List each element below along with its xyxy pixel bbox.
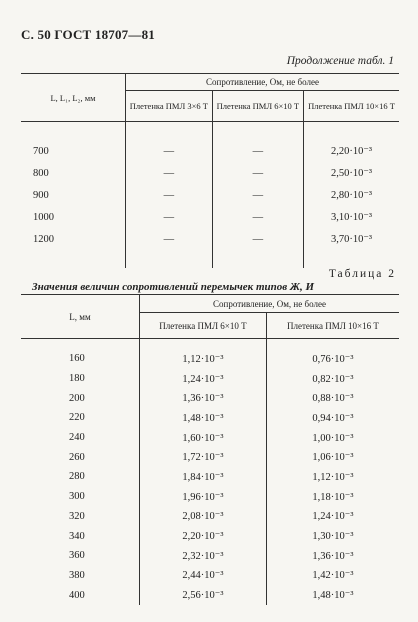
table2-cell: 0,88·10⁻³ [266, 388, 399, 408]
table2-cell: 2,56·10⁻³ [140, 585, 267, 605]
table1-cell: 2,80·10⁻³ [304, 184, 399, 206]
table2-cell: 1,36·10⁻³ [140, 388, 267, 408]
table2-cell-l: 380 [69, 569, 85, 581]
table2-cell-l: 300 [69, 491, 85, 503]
table1-col-header: Плетенка ПМЛ 3×6 Т [126, 91, 213, 122]
table2-cell: 1,96·10⁻³ [140, 487, 267, 507]
table2-cell-l: 240 [69, 432, 85, 444]
table-row [21, 447, 399, 467]
table1-cell: — [212, 140, 303, 162]
table1-cell-l: 1000 [33, 211, 54, 223]
table-row [21, 408, 399, 428]
page-header: С. 50 ГОСТ 18707—81 [21, 27, 155, 42]
table2-cell-l: 200 [69, 392, 85, 404]
table1-cell: 3,70·10⁻³ [304, 228, 399, 250]
table2-cell: 1,12·10⁻³ [266, 467, 399, 487]
table2-cell-l: 280 [69, 471, 85, 483]
table2-cell: 1,00·10⁻³ [266, 428, 399, 448]
table2-cell: 1,12·10⁻³ [140, 349, 267, 369]
table1-cell: — [212, 206, 303, 228]
table1-cell: — [212, 184, 303, 206]
table2-cell-l: 180 [69, 373, 85, 385]
table1-cell: — [126, 228, 213, 250]
table2-label: Таблица 2 [328, 268, 396, 280]
table2-cell: 1,72·10⁻³ [140, 447, 267, 467]
table-row [21, 585, 399, 605]
table2-cell: 1,42·10⁻³ [266, 566, 399, 586]
table2-group-header: Сопротивление, Ом, не более [140, 295, 400, 313]
table2-cell: 1,06·10⁻³ [266, 447, 399, 467]
table2-caption: Значения величин сопротивлений перемычек типов Ж, И [32, 281, 315, 293]
table1-cell-l: 900 [33, 189, 49, 201]
table1-cell: — [126, 162, 213, 184]
table1-cell: — [126, 184, 213, 206]
table-row [21, 467, 399, 487]
table-row [21, 349, 399, 369]
table1-col-header: Плетенка ПМЛ 10×16 Т [304, 91, 399, 122]
continuation-label: Продолжение табл. 1 [286, 55, 394, 67]
table2-cell-l: 260 [69, 451, 85, 463]
table2-cell: 1,36·10⁻³ [266, 546, 399, 566]
table2-cell: 1,60·10⁻³ [140, 428, 267, 448]
table2-cell: 1,18·10⁻³ [266, 487, 399, 507]
table-row [21, 526, 399, 546]
table-row [21, 228, 399, 250]
table-2 [21, 294, 399, 605]
table-row [21, 566, 399, 586]
table-row [21, 206, 399, 228]
table1-cell: — [212, 228, 303, 250]
table2-cell: 0,82·10⁻³ [266, 369, 399, 389]
table-1 [21, 73, 399, 268]
table2-cell-l: 400 [69, 589, 85, 601]
table1-cell: 2,50·10⁻³ [304, 162, 399, 184]
table-row [21, 428, 399, 448]
table1-cell-l: 1200 [33, 233, 54, 245]
table1-col-header: Плетенка ПМЛ 6×10 Т [212, 91, 303, 122]
table2-cell-l: 340 [69, 530, 85, 542]
table2-cell: 1,48·10⁻³ [140, 408, 267, 428]
table-row [21, 388, 399, 408]
table1-cell: — [212, 162, 303, 184]
table1-group-header: Сопротивление, Ом, не более [126, 74, 400, 91]
table1-cell: 3,10·10⁻³ [304, 206, 399, 228]
table2-cell: 1,24·10⁻³ [266, 507, 399, 527]
table-row [21, 487, 399, 507]
table-row [21, 162, 399, 184]
table2-col-header: Плетенка ПМЛ 10×16 Т [266, 313, 399, 339]
table-row [21, 369, 399, 389]
table2-cell-l: 160 [69, 353, 85, 365]
table2-cell: 2,08·10⁻³ [140, 507, 267, 527]
table-row [21, 140, 399, 162]
table2-cell-l: 220 [69, 412, 85, 424]
table2-cell-l: 320 [69, 510, 85, 522]
table1-cell-l: 700 [33, 145, 49, 157]
table-row [21, 184, 399, 206]
table2-cell: 1,84·10⁻³ [140, 467, 267, 487]
table1-cell: 2,20·10⁻³ [304, 140, 399, 162]
table2-cell: 1,30·10⁻³ [266, 526, 399, 546]
table2-cell-l: 360 [69, 550, 85, 562]
table2-cell: 0,76·10⁻³ [266, 349, 399, 369]
table1-cell: — [126, 140, 213, 162]
table1-cell: — [126, 206, 213, 228]
table2-col-header: Плетенка ПМЛ 6×10 Т [140, 313, 267, 339]
table2-cell: 1,48·10⁻³ [266, 585, 399, 605]
table2-cell: 2,20·10⁻³ [140, 526, 267, 546]
table2-cell: 2,44·10⁻³ [140, 566, 267, 586]
table2-cell: 1,24·10⁻³ [140, 369, 267, 389]
table-row [21, 507, 399, 527]
table2-cell: 2,32·10⁻³ [140, 546, 267, 566]
table1-cell-l: 800 [33, 167, 49, 179]
table2-l-header: L, мм [21, 295, 140, 339]
table1-l-header: L, L₁, L₂, мм [21, 74, 126, 122]
table2-cell: 0,94·10⁻³ [266, 408, 399, 428]
table-row [21, 546, 399, 566]
